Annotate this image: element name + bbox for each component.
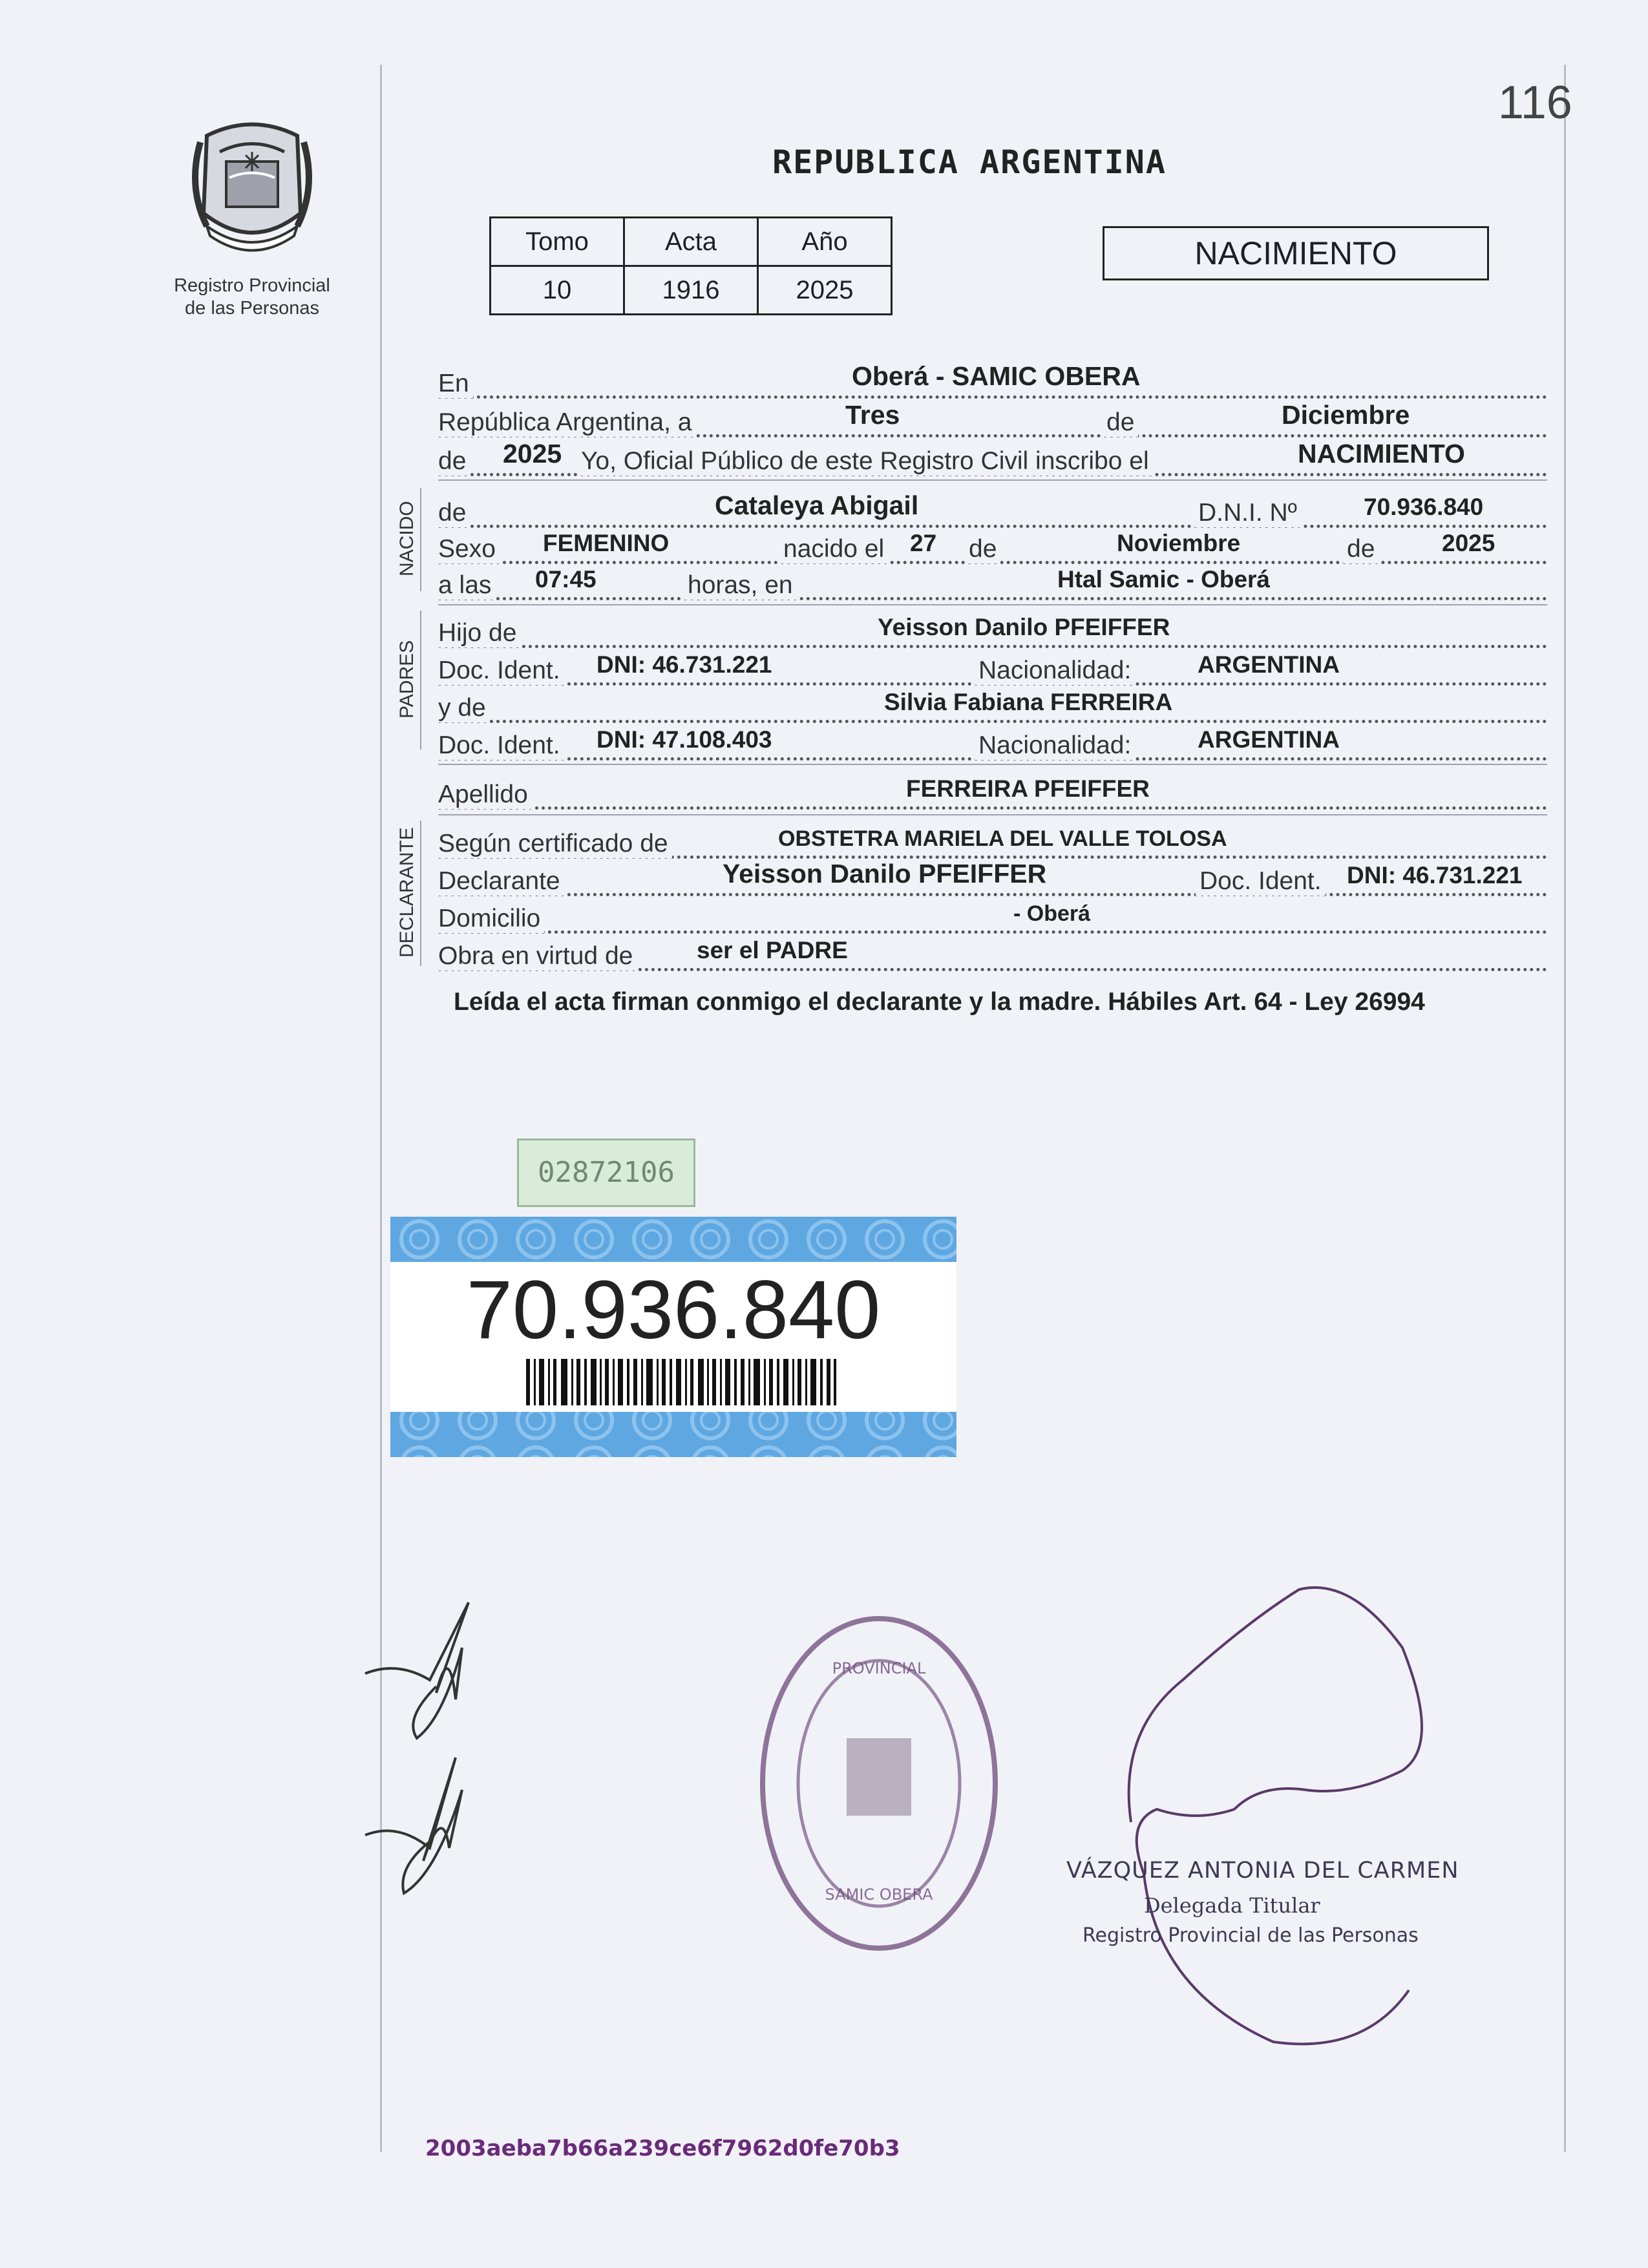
record-table — [489, 216, 893, 315]
control-stamp: 02872106 — [517, 1139, 695, 1207]
record-table-header-ano: Año — [758, 218, 892, 266]
svg-text:PROVINCIAL: PROVINCIAL — [832, 1659, 926, 1677]
label-doc-mother: Doc. Ident. — [438, 731, 564, 760]
value-month: Diciembre — [1282, 400, 1410, 430]
line-hijo-de — [438, 611, 1547, 648]
label-certificado: Según certificado de — [438, 830, 672, 858]
record-table-value-ano: 2025 — [758, 266, 892, 315]
value-mother-doc: DNI: 47.108.403 — [597, 726, 772, 753]
label-a-las: a las — [438, 571, 495, 600]
official-org: Registro Provincial de las Personas — [1083, 1924, 1419, 1947]
label-nacionalidad-father: Nacionalidad: — [975, 656, 1135, 685]
id-sticker — [390, 1217, 956, 1457]
value-mother-nat: ARGENTINA — [1198, 726, 1340, 753]
line-apellido — [438, 773, 1547, 810]
value-birth-month: Noviembre — [1117, 530, 1241, 556]
separator-4 — [438, 814, 1547, 815]
value-birth-place: Htal Samic - Oberá — [1057, 566, 1271, 593]
label-domicilio: Domicilio — [438, 905, 544, 933]
declarante-bracket — [420, 821, 421, 966]
value-domicilio: - Oberá — [1013, 901, 1091, 926]
right-margin-line — [1564, 65, 1566, 2152]
value-apellido: FERREIRA PFEIFFER — [906, 775, 1150, 802]
logo-text-line-1: Registro Provincial — [174, 275, 330, 296]
official-name: VÁZQUEZ ANTONIA DEL CARMEN — [1066, 1858, 1459, 1884]
label-yo: Yo, Oficial Público de este Registro Civil inscribo el — [577, 447, 1153, 476]
value-father-doc: DNI: 46.731.221 — [597, 651, 772, 678]
label-en: En — [438, 370, 473, 398]
value-mother-name: Silvia Fabiana FERREIRA — [884, 689, 1173, 715]
value-father-name: Yeisson Danilo PFEIFFER — [878, 614, 1170, 640]
label-apellido: Apellido — [438, 781, 532, 809]
official-role: Delegada Titular — [1144, 1893, 1320, 1918]
svg-text:SAMIC OBERA: SAMIC OBERA — [825, 1885, 933, 1904]
separator-1 — [438, 479, 1547, 481]
label-de-year: de — [438, 447, 470, 476]
value-child-dni: 70.936.840 — [1364, 494, 1484, 520]
label-dni: D.N.I. Nº — [1194, 499, 1301, 527]
label-nacionalidad-mother: Nacionalidad: — [975, 731, 1135, 760]
value-birth-day: 27 — [910, 530, 937, 556]
label-de-birth-month: de — [965, 535, 1000, 563]
value-day: Tres — [845, 400, 900, 430]
value-year: 2025 — [503, 439, 562, 468]
line-declarante — [438, 859, 1547, 896]
value-birth-year: 2025 — [1442, 530, 1495, 556]
line-certificado — [438, 822, 1547, 859]
label-nacido-el: nacido el — [779, 535, 888, 563]
document-hash: 2003aeba7b66a239ce6f7962d0fe70b3 — [425, 2136, 900, 2161]
official-seal-icon — [750, 1602, 1008, 1964]
value-time: 07:45 — [535, 566, 597, 593]
record-table-header-acta: Acta — [624, 218, 758, 266]
label-y-de: y de — [438, 694, 490, 722]
line-father-doc — [438, 649, 1547, 686]
section-label-declarante: DECLARANTE — [396, 827, 417, 958]
declarant-signature-icon — [359, 1590, 488, 1900]
record-table-value-acta: 1916 — [624, 266, 758, 315]
label-doc-father: Doc. Ident. — [438, 656, 564, 685]
label-doc-declarante: Doc. Ident. — [1196, 867, 1326, 896]
label-republica: República Argentina, a — [438, 408, 695, 437]
record-table-header-tomo: Tomo — [491, 218, 624, 266]
label-sexo: Sexo — [438, 535, 500, 563]
section-label-nacido: NACIDO — [396, 501, 417, 576]
record-type-box: NACIMIENTO — [1103, 226, 1489, 280]
line-year — [438, 439, 1547, 476]
page-number: 116 — [1498, 77, 1572, 129]
label-obra: Obra en virtud de — [438, 942, 637, 971]
label-horas-en: horas, en — [684, 571, 797, 600]
label-de-name: de — [438, 499, 470, 527]
value-declarante-doc: DNI: 46.731.221 — [1347, 862, 1523, 888]
barcode-icon — [526, 1359, 836, 1405]
line-y-de — [438, 686, 1547, 723]
line-sexo — [438, 527, 1547, 564]
label-de-birth-year: de — [1343, 535, 1379, 563]
label-hijo-de: Hijo de — [438, 619, 520, 647]
province-logo — [162, 116, 343, 320]
value-child-name: Cataleya Abigail — [715, 490, 919, 520]
label-de-month: de — [1103, 408, 1138, 437]
value-obra: ser el PADRE — [697, 937, 848, 963]
closing-text: Leída el acta firman conmigo el declarante y la madre. Hábiles Art. 64 - Ley 26994 — [454, 988, 1425, 1016]
sticker-number: 70.936.840 — [466, 1264, 881, 1356]
value-declarante-name: Yeisson Danilo PFEIFFER — [723, 859, 1047, 888]
line-nacido-nombre — [438, 491, 1547, 528]
line-domicilio — [438, 897, 1547, 934]
value-father-nat: ARGENTINA — [1198, 651, 1340, 678]
official-signature-icon — [989, 1538, 1428, 2068]
separator-3 — [438, 764, 1547, 765]
section-label-padres: PADRES — [396, 640, 417, 719]
line-obra — [438, 934, 1547, 971]
country-title: REPUBLICA ARGENTINA — [772, 143, 1167, 181]
line-republica — [438, 401, 1547, 437]
record-table-value-tomo: 10 — [491, 266, 624, 315]
value-location: Oberá - SAMIC OBERA — [852, 361, 1141, 391]
line-en — [438, 362, 1547, 399]
value-act: NACIMIENTO — [1298, 439, 1465, 468]
province-seal-icon — [181, 116, 323, 271]
line-hora — [438, 563, 1547, 600]
sticker-white-panel — [390, 1262, 956, 1412]
label-declarante: Declarante — [438, 867, 564, 896]
nacido-bracket — [420, 488, 421, 591]
value-certificado: OBSTETRA MARIELA DEL VALLE TOLOSA — [778, 826, 1227, 851]
separator-2 — [438, 604, 1547, 605]
value-sexo: FEMENINO — [543, 530, 670, 556]
logo-text-line-2: de las Personas — [185, 298, 319, 319]
line-mother-doc — [438, 724, 1547, 761]
padres-bracket — [420, 611, 421, 750]
